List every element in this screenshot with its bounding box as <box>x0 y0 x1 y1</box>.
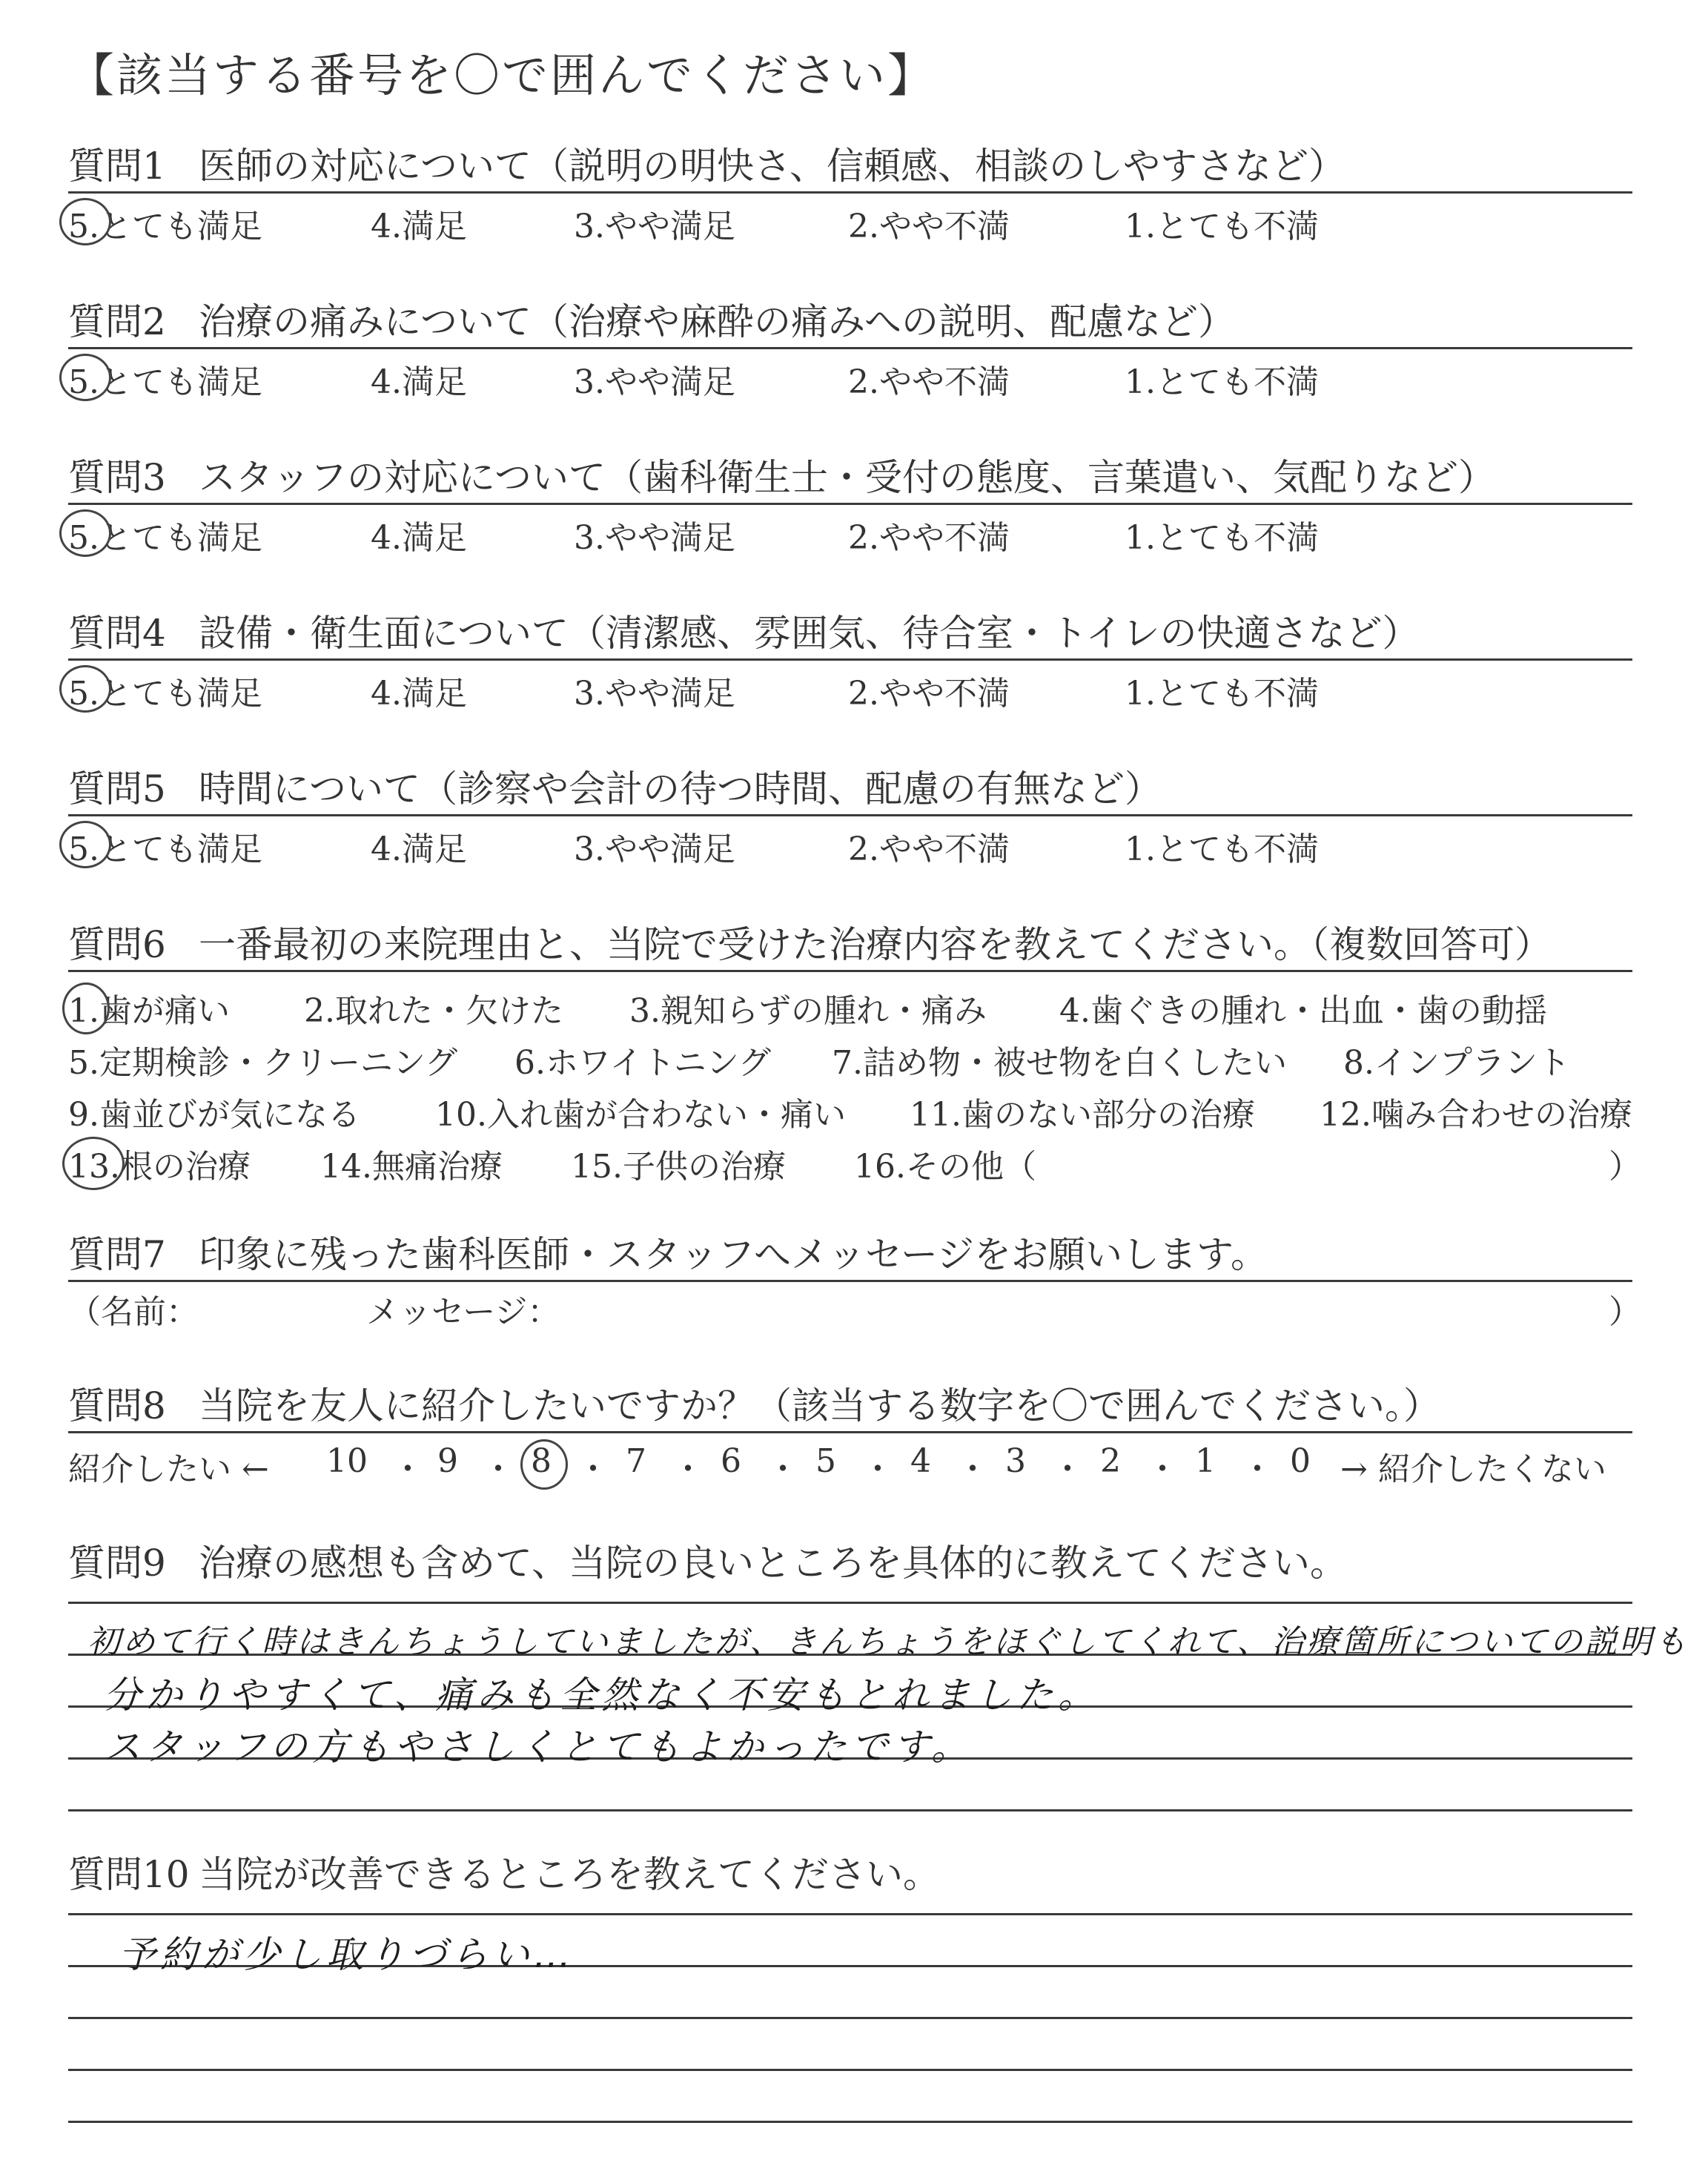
option-1[interactable]: 1.とても不満 <box>1125 675 1319 713</box>
scale-8[interactable]: 8 <box>531 1442 552 1480</box>
option-3[interactable]: 3.親知らずの腫れ・痛み <box>629 992 987 1030</box>
rating-options <box>68 505 1632 558</box>
option-11[interactable]: 11.歯のない部分の治療 <box>910 1096 1255 1134</box>
answer-circle <box>59 354 111 401</box>
question-6 <box>68 919 1641 1186</box>
question-number: 質問7 <box>68 1233 166 1276</box>
option-5[interactable]: 5.とても満足 <box>68 519 262 557</box>
option-16[interactable]: 16.その他（ <box>854 1148 1036 1186</box>
question-9 <box>68 1538 1632 1588</box>
rating-options <box>68 661 1632 714</box>
option-3[interactable]: 3.やや満足 <box>574 208 735 245</box>
option-5[interactable]: 5.定期検診・クリーニング <box>68 1044 458 1082</box>
question-text: 時間について（診察や会計の待つ時間、配慮の有無など） <box>199 767 1162 810</box>
question-number: 質問9 <box>68 1542 166 1585</box>
option-7[interactable]: 7.詰め物・被せ物を白くしたい <box>832 1044 1287 1082</box>
question-4 <box>68 608 1632 714</box>
option-2[interactable]: 2.取れた・欠けた <box>304 992 563 1030</box>
option-1[interactable]: 1.歯が痛い <box>68 992 230 1030</box>
answer-circle <box>59 665 111 713</box>
handwritten-answer-line-2: 分かりやすくて、痛みも全然なく不安もとれました。 <box>104 1674 1099 1717</box>
answer-circle <box>520 1439 568 1490</box>
option-2[interactable]: 2.やや不満 <box>848 675 1010 713</box>
message-row <box>68 1285 1641 1332</box>
option-4[interactable]: 4.満足 <box>371 363 467 401</box>
treatment-options <box>68 972 1641 1186</box>
option-2[interactable]: 2.やや不満 <box>848 519 1010 557</box>
option-2[interactable]: 2.やや不満 <box>848 208 1010 245</box>
option-5[interactable]: 5.とても満足 <box>68 208 262 245</box>
question-number: 質問2 <box>68 300 166 343</box>
option-13[interactable]: 13.根の治療 <box>68 1148 251 1186</box>
scale-9[interactable]: 9 <box>437 1442 458 1480</box>
option-6[interactable]: 6.ホワイトニング <box>514 1044 772 1082</box>
question-number: 質問4 <box>68 612 166 655</box>
option-4[interactable]: 4.歯ぐきの腫れ・出血・歯の動揺 <box>1059 992 1547 1030</box>
recommend-scale <box>68 1442 269 1490</box>
question-3 <box>68 452 1632 558</box>
option-9[interactable]: 9.歯並びが気になる <box>68 1096 360 1134</box>
option-4[interactable]: 4.満足 <box>371 675 467 713</box>
name-field[interactable] <box>246 1275 350 1312</box>
question-1 <box>68 141 1632 247</box>
scale-0[interactable]: 0 <box>1290 1442 1311 1480</box>
question-number: 質問8 <box>68 1384 166 1427</box>
scale-left-label: 紹介したい ← <box>68 1450 269 1488</box>
option-4[interactable]: 4.満足 <box>371 519 467 557</box>
scale-right-label: → 紹介したくない <box>1340 1450 1606 1488</box>
question-text: 治療の痛みについて（治療や麻酔の痛みへの説明、配慮など） <box>199 300 1235 343</box>
option-4[interactable]: 4.満足 <box>371 208 467 245</box>
answer-circle <box>59 509 111 557</box>
question-text: 一番最初の来院理由と、当院で受けた治療内容を教えてください。（複数回答可） <box>199 923 1552 966</box>
option-8[interactable]: 8.インプラント <box>1343 1044 1570 1082</box>
option-2[interactable]: 2.やや不満 <box>848 830 1010 868</box>
name-label: （名前： <box>68 1293 199 1331</box>
question-2 <box>68 297 1632 403</box>
scale-7[interactable]: 7 <box>626 1442 646 1480</box>
close-paren: ） <box>1609 1293 1641 1331</box>
question-7 <box>68 1229 1632 1282</box>
question-text: 当院を友人に紹介したいですか？（該当する数字を〇で囲んでください。） <box>199 1384 1440 1427</box>
answer-line <box>68 1602 1632 1604</box>
answer-line <box>68 2017 1632 2019</box>
message-label: メッセージ： <box>366 1293 560 1331</box>
answer-line <box>68 1809 1632 1811</box>
question-text: 印象に残った歯科医師・スタッフへメッセージをお願いします。 <box>199 1233 1268 1276</box>
scale-2[interactable]: 2 <box>1100 1442 1121 1480</box>
scale-1[interactable]: 1 <box>1195 1442 1216 1480</box>
message-field[interactable] <box>563 1275 1601 1312</box>
rating-options <box>68 816 1632 870</box>
option-10[interactable]: 10.入れ歯が合わない・痛い <box>435 1096 846 1134</box>
question-number: 質問5 <box>68 767 166 810</box>
question-number: 質問1 <box>68 145 166 188</box>
option-1[interactable]: 1.とても不満 <box>1125 830 1319 868</box>
option-1[interactable]: 1.とても不満 <box>1125 519 1319 557</box>
scale-4[interactable]: 4 <box>910 1442 931 1480</box>
form-header: 【該当する番号を〇で囲んでください】 <box>68 48 936 102</box>
question-5 <box>68 764 1632 870</box>
option-14[interactable]: 14.無痛治療 <box>320 1148 503 1186</box>
question-8 <box>68 1381 1632 1433</box>
answer-circle <box>62 1137 125 1190</box>
answer-circle <box>62 982 110 1034</box>
close-paren: ） <box>1609 1148 1641 1186</box>
rating-options <box>68 194 1632 247</box>
option-5[interactable]: 5.とても満足 <box>68 675 262 713</box>
option-5[interactable]: 5.とても満足 <box>68 363 262 401</box>
handwritten-answer-line-1: 初めて行く時はきんちょうしていましたが、きんちょうをほぐしてくれて、治療箇所についての説明も <box>87 1623 1689 1661</box>
handwritten-answer-line-3: スタッフの方もやさしくとてもよかったです。 <box>104 1725 973 1768</box>
option-12[interactable]: 12.噛み合わせの治療 <box>1320 1096 1632 1134</box>
question-number: 質問6 <box>68 923 166 966</box>
question-text: 治療の感想も含めて、当院の良いところを具体的に教えてください。 <box>199 1542 1347 1585</box>
option-3[interactable]: 3.やや満足 <box>574 675 735 713</box>
divider <box>68 1431 1632 1433</box>
answer-line <box>68 1913 1632 1915</box>
option-4[interactable]: 4.満足 <box>371 830 467 868</box>
answer-circle <box>59 821 111 868</box>
question-number: 質問3 <box>68 456 166 499</box>
question-text: 当院が改善できるところを教えてください。 <box>199 1853 940 1896</box>
option-1[interactable]: 1.とても不満 <box>1125 208 1319 245</box>
option-15[interactable]: 15.子供の治療 <box>571 1148 786 1186</box>
scale-3[interactable]: 3 <box>1005 1442 1026 1480</box>
option-2[interactable]: 2.やや不満 <box>848 363 1010 401</box>
scale-10[interactable]: 10 <box>326 1442 368 1480</box>
rating-options <box>68 349 1632 403</box>
answer-circle <box>59 198 111 245</box>
question-text: スタッフの対応について（歯科衛生士・受付の態度、言葉遣い、気配りなど） <box>199 456 1495 499</box>
answer-line <box>68 2121 1632 2123</box>
option-3[interactable]: 3.やや満足 <box>574 363 735 401</box>
scale-5[interactable]: 5 <box>815 1442 836 1480</box>
answer-line <box>68 2069 1632 2071</box>
scale-6[interactable]: 6 <box>721 1442 741 1480</box>
question-text: 医師の対応について（説明の明快さ、信頼感、相談のしやすさなど） <box>199 145 1345 188</box>
question-number: 質問10 <box>68 1853 190 1896</box>
question-text: 設備・衛生面について（清潔感、雰囲気、待合室・トイレの快適さなど） <box>199 612 1420 655</box>
question-10 <box>68 1849 1632 1900</box>
option-3[interactable]: 3.やや満足 <box>574 519 735 557</box>
option-3[interactable]: 3.やや満足 <box>574 830 735 868</box>
option-5[interactable]: 5.とても満足 <box>68 830 262 868</box>
option-1[interactable]: 1.とても不満 <box>1125 363 1319 401</box>
handwritten-answer-line-1: 予約が少し取りづらい… <box>119 1933 575 1976</box>
